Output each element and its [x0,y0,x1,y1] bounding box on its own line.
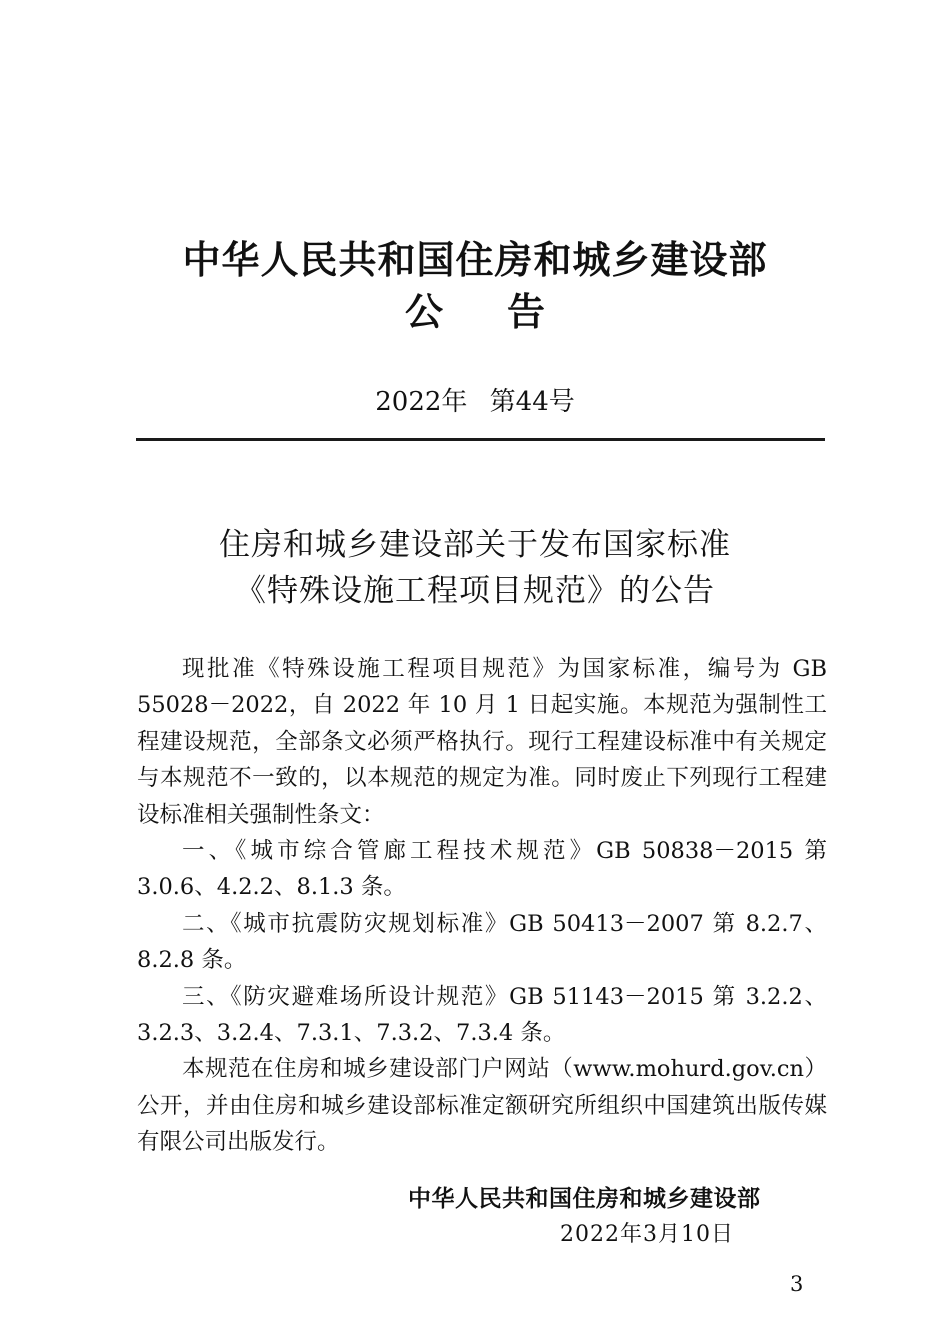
page-number: 3 [790,1272,804,1296]
document-title [0,522,950,614]
body-paragraph-item-2: 二、《城市抗震防灾规划标准》GB 50413－2007 第 8.2.7、8.2.8 条。 [137,910,827,974]
issuer-heading: 中华人民共和国住房和城乡建设部 [182,238,768,282]
body-paragraph-publication: 本规范在住房和城乡建设部门户网站（www.mohurd.gov.cn）公开，并由住房和城乡建设部标准定额研究所组织中国建筑出版传媒有限公司出版发行。 [137,1056,827,1156]
signature-organization: 中华人民共和国住房和城乡建设部 [408,1186,761,1212]
body-paragraph-item-1: 一、《城市综合管廊工程技术规范》GB 50838－2015 第 3.0.6、4.2.2、8.1.3 条。 [137,838,827,901]
document-title-line-1: 住房和城乡建设部关于发布国家标准 [219,527,731,563]
document-type-heading: 公告 [404,290,609,334]
issue-number: 2022年 第44号 [375,387,575,417]
document-title-line-2: 《特殊设施工程项目规范》的公告 [235,573,715,609]
signature-date: 2022年3月10日 [560,1222,734,1247]
announcement-body [137,651,827,1161]
body-paragraph-item-3: 三、《防灾避难场所设计规范》GB 51143－2015 第 3.2.2、3.2.3、3.2.4、7.3.1、7.3.2、7.3.4 条。 [137,983,827,1047]
header-divider [136,438,825,441]
body-paragraph-main: 现批准《特殊设施工程项目规范》为国家标准，编号为 GB 55028－2022，自 2022 年 10 月 1 日起实施。本规范为强制性工程建设规范，全部条文必须严格执行。现行工程建设标准中有关规定与本规范不一致的，以本规范的规定为准。同时废止下列现行工程建设标准相关强制性条文： [137,656,827,828]
